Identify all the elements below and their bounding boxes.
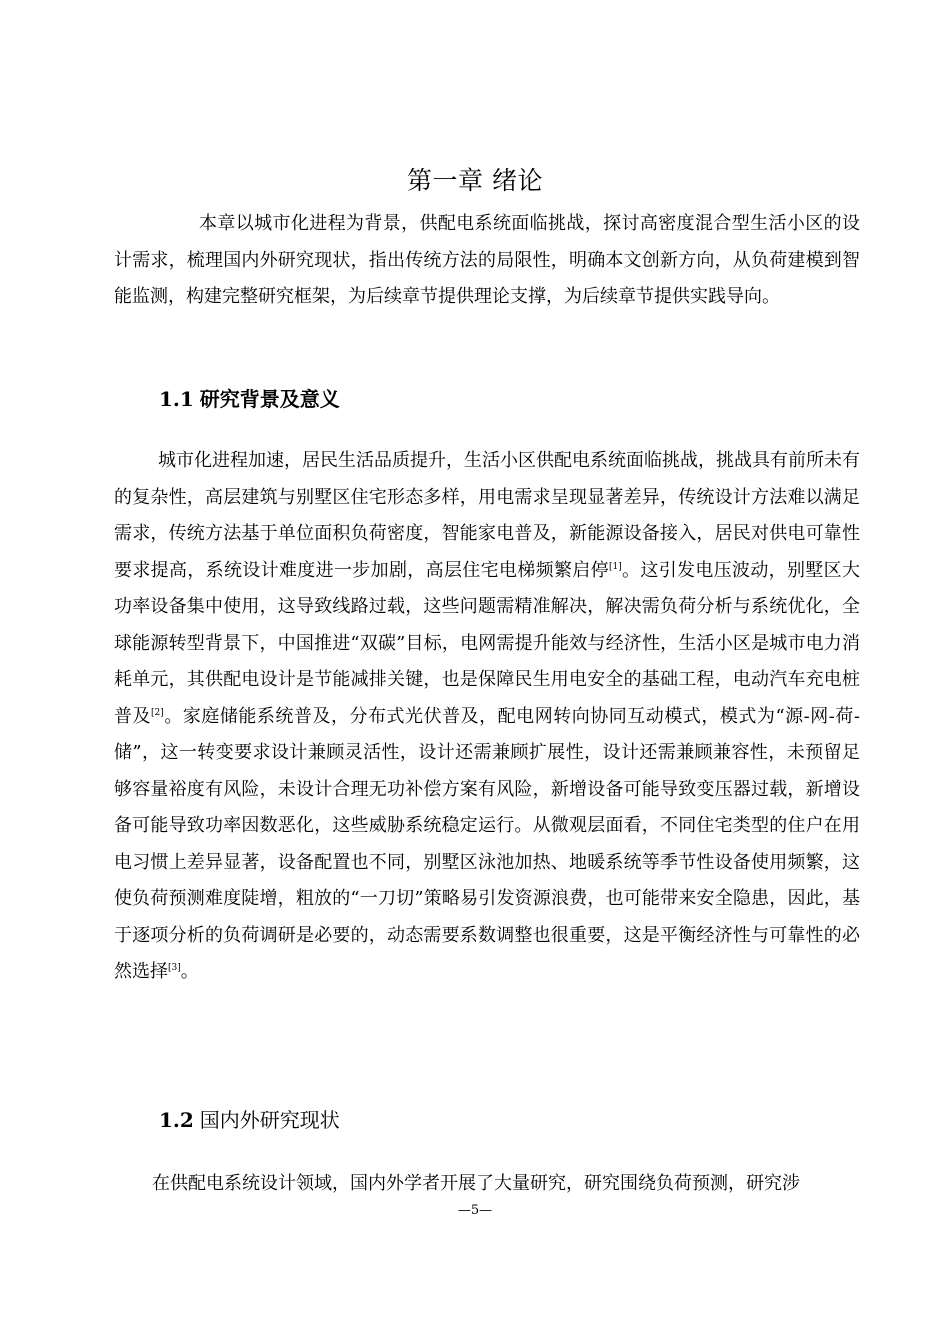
section-number: 1.2 bbox=[159, 1108, 194, 1132]
citation-ref-2[interactable]: [2] bbox=[151, 707, 164, 718]
paragraph-text: 。家庭储能系统普及，分布式光伏普及，配电网转向协同互动模式，模式为“源-网-荷-储”，这一转变要求设计兼顾灵活性，设计还需兼顾扩展性，设计还需兼顾兼容性，未预留足够容量裕度有风险，未设计合理无功补偿方案有风险，新增设备可能导致变压器过载，新增设备可能导致功率因数恶化，这些威胁系统稳定运行。从微观层面看，不同住宅类型的住户在用电习惯上差异显著，设备配置也不同，别墅区泳池加热、地暖系统等季节性设备使用频繁，这使负荷预测难度陡增，粗放的“一刀切”策略易引发资源浪费，也可能带来安全隐患，因此，基于逐项分析的负荷调研是必要的，动态需要系数调整也很重要，这是平衡经济性与可靠性的必然选择 bbox=[114, 705, 861, 982]
citation-ref-3[interactable]: [3] bbox=[168, 963, 181, 973]
paragraph-text: 。 bbox=[180, 961, 199, 982]
paragraph-text: 。这引发电压波动，别墅区大功率设备集中使用，这导致线路过载，这些问题需精准解决，解决需负荷分析与系统优化，全球能源转型背景下，中国推进“双碳”目标，电网需提升能效与经济性，生活小区是城市电力消耗单元，其供配电设计是节能减排关键，也是保障民生用电安全的基础工程，电动汽车充电桩普及 bbox=[114, 559, 861, 727]
section-heading-1-2 bbox=[159, 1105, 340, 1135]
chapter-title: 第一章 绪论 bbox=[407, 165, 543, 195]
section-1-1-paragraph bbox=[114, 443, 860, 991]
chapter-intro-paragraph: 本章以城市化进程为背景，供配电系统面临挑战，探讨高密度混合型生活小区的设计需求，梳理国内外研究现状，指出传统方法的局限性，明确本文创新方向，从负荷建模到智能监测，构建完整研究框架，为后续章节提供理论支撑，为后续章节提供实践导向。 bbox=[114, 213, 860, 307]
section-1-2-paragraph: 在供配电系统设计领域，国内外学者开展了大量研究，研究围绕负荷预测，研究涉 bbox=[152, 1173, 800, 1194]
section-title: 国内外研究现状 bbox=[199, 1108, 340, 1132]
section-heading-1-1 bbox=[159, 384, 340, 414]
paragraph-text: 城市化进程加速，居民生活品质提升，生活小区供配电系统面临挑战，挑战具有前所未有的复杂性，高层建筑与别墅区住宅形态多样，用电需求呈现显著差异，传统设计方法难以满足需求，传统方法基于单位面积负荷密度，智能家电普及，新能源设备接入，居民对供电可靠性要求提高，系统设计难度进一步加剧，高层住宅电梯频繁启停 bbox=[114, 450, 860, 581]
citation-ref-1[interactable]: [1] bbox=[608, 561, 622, 572]
page-number: —5— bbox=[457, 1203, 493, 1218]
section-number: 1.1 bbox=[159, 387, 194, 411]
section-title: 研究背景及意义 bbox=[199, 387, 340, 411]
